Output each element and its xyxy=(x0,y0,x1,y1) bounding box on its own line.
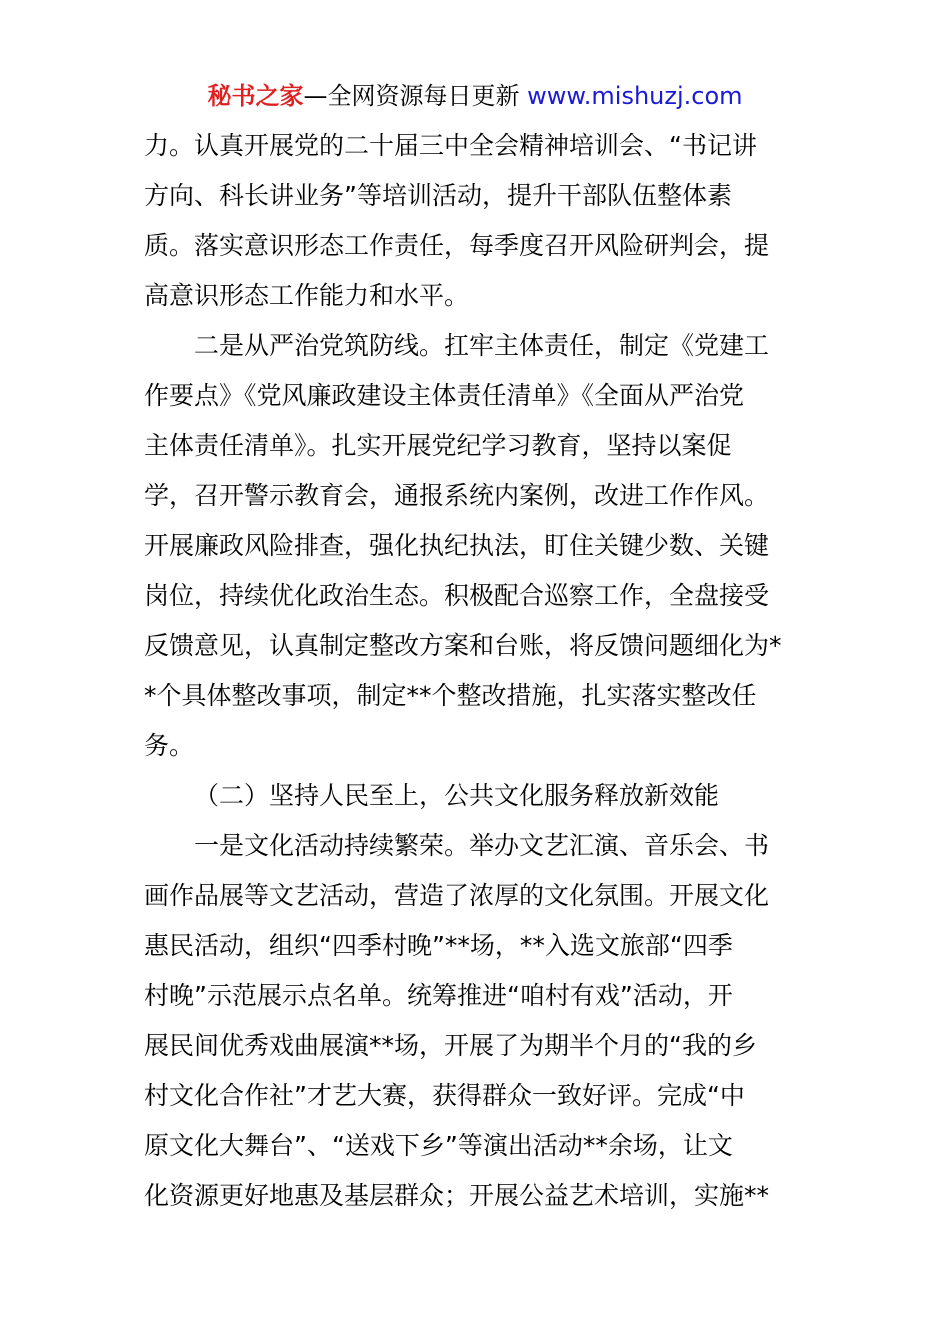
text-line: 方向、科长讲业务”等培训活动，提升干部队伍整体素 xyxy=(144,181,732,210)
site-name: 秘书之家 xyxy=(207,82,304,110)
text-line: （二）坚持人民至上，公共文化服务释放新效能 xyxy=(194,781,720,810)
text-line: 村文化合作社”才艺大赛，获得群众一致好评。完成“中 xyxy=(144,1081,745,1110)
text-line: 村晚”示范展示点名单。统筹推进“咱村有戏”活动，开 xyxy=(144,981,733,1010)
site-tagline: —全网资源每日更新 xyxy=(303,82,528,110)
text-line: 质。落实意识形态工作责任，每季度召开风险研判会，提 xyxy=(144,231,770,260)
text-line: 惠民活动，组织“四季村晚”**场，**入选文旅部“四季 xyxy=(144,931,733,960)
text-line: 二是从严治党筑防线。扛牢主体责任，制定《党建工 xyxy=(194,331,770,360)
text-line: 作要点》《党风廉政建设主体责任清单》《全面从严治党 xyxy=(144,381,745,410)
text-line: 务。 xyxy=(144,731,195,760)
text-line: 画作品展等文艺活动，营造了浓厚的文化氛围。开展文化 xyxy=(144,881,770,910)
site-url-link[interactable]: www.mishuzj.com xyxy=(527,82,743,110)
text-line: 化资源更好地惠及基层群众；开展公益艺术培训，实施** xyxy=(144,1181,770,1210)
text-line: 力。认真开展党的二十届三中全会精神培训会、“书记讲 xyxy=(144,131,757,160)
text-line: 一是文化活动持续繁荣。举办文艺汇演、音乐会、书 xyxy=(194,831,770,860)
text-line: 岗位，持续优化政治生态。积极配合巡察工作，全盘接受 xyxy=(144,581,770,610)
text-line: 开展廉政风险排查，强化执纪执法，盯住关键少数、关键 xyxy=(144,531,770,560)
paragraph xyxy=(144,821,808,1221)
page-header xyxy=(0,80,950,112)
paragraph xyxy=(144,121,808,321)
text-line: 反馈意见，认真制定整改方案和台账，将反馈问题细化为* xyxy=(144,631,782,660)
paragraph xyxy=(144,321,808,771)
text-line: 学，召开警示教育会，通报系统内案例，改进工作作风。 xyxy=(144,481,770,510)
text-line: 高意识形态工作能力和水平。 xyxy=(144,281,470,310)
document-body xyxy=(144,121,808,1221)
text-line: 原文化大舞台”、“送戏下乡”等演出活动**余场，让文 xyxy=(144,1131,733,1160)
text-line: *个具体整改事项，制定**个整改措施，扎实落实整改任 xyxy=(144,681,757,710)
text-line: 主体责任清单》。扎实开展党纪学习教育，坚持以案促 xyxy=(144,431,732,460)
section-heading xyxy=(144,771,808,821)
text-line: 展民间优秀戏曲展演**场，开展了为期半个月的“我的乡 xyxy=(144,1031,757,1060)
